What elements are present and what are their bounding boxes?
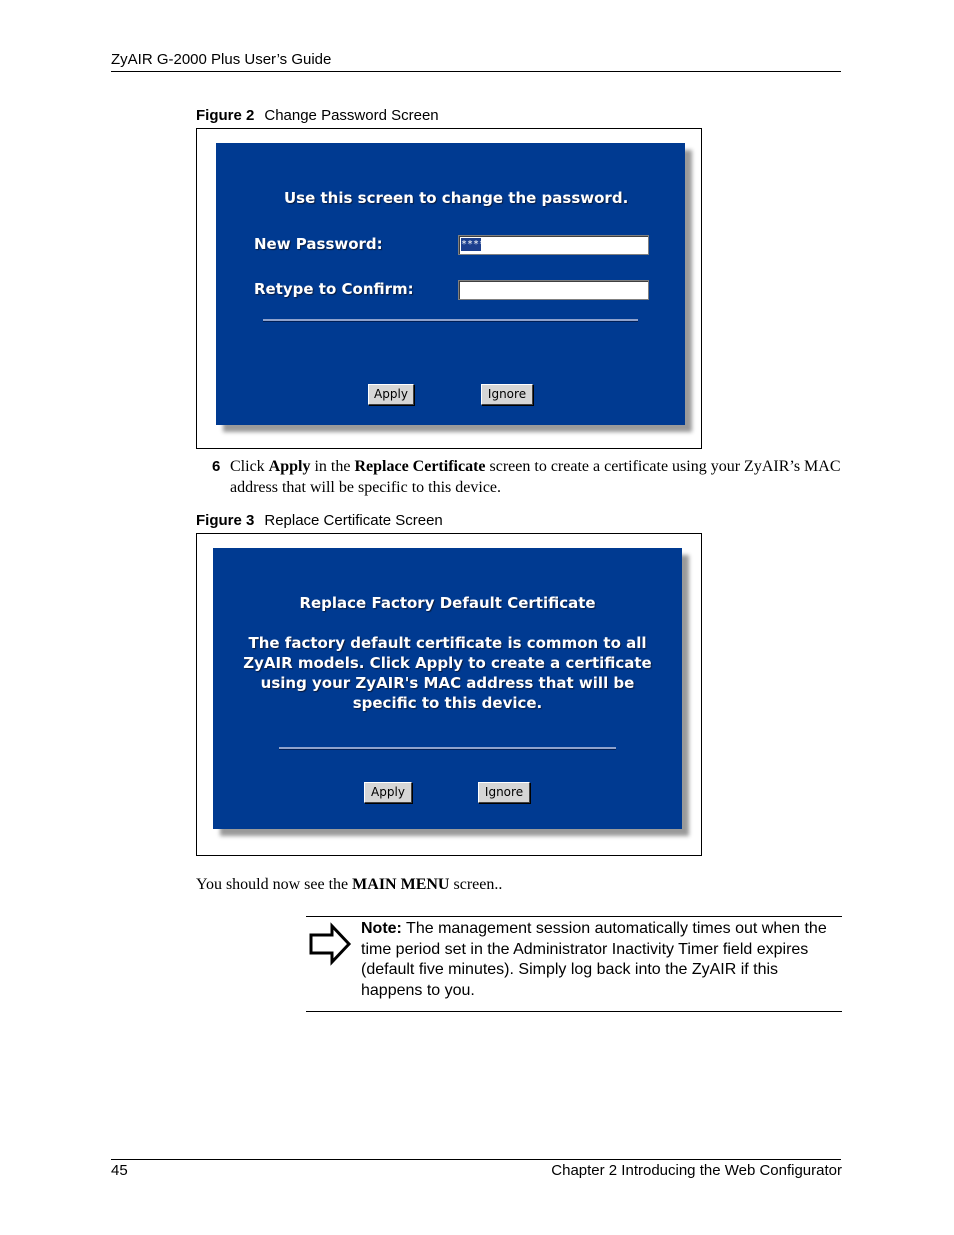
step-number: 6 (212, 458, 221, 475)
running-header: ZyAIR G-2000 Plus User’s Guide (111, 51, 332, 68)
replace-certificate-heading: Replace Factory Default Certificate (299, 594, 596, 612)
ignore-button[interactable]: Ignore (481, 384, 533, 405)
figure3-caption-label: Figure 3 (196, 512, 255, 529)
certificate-divider (279, 747, 616, 750)
figure2-frame (196, 128, 702, 449)
apply-button[interactable]: Apply (364, 782, 412, 803)
note-top-rule (306, 916, 842, 917)
figure2-caption (196, 107, 439, 124)
main-menu-emphasis: MAIN MENU (352, 876, 450, 893)
figure3-caption-text: Replace Certificate Screen (264, 512, 443, 529)
main-menu-text: You should now see the MAIN MENU screen.. (196, 876, 503, 893)
new-password-input[interactable] (458, 235, 649, 255)
ignore-button[interactable]: Ignore (478, 782, 530, 803)
figure3-frame (196, 533, 702, 856)
figure2-caption-text: Change Password Screen (264, 107, 439, 124)
new-password-label: New Password: (254, 235, 383, 253)
retype-confirm-label: Retype to Confirm: (254, 280, 414, 298)
page-number: 45 (111, 1162, 128, 1179)
replace-certificate-panel (213, 548, 682, 829)
change-password-panel (216, 143, 685, 425)
note-label: Note: (361, 920, 402, 937)
form-divider (263, 319, 638, 322)
change-password-heading: Use this screen to change the password. (284, 189, 629, 207)
note-arrow-icon (306, 922, 354, 966)
header-rule (111, 71, 841, 72)
new-password-masked-value: **** (461, 239, 486, 250)
figure3-caption (196, 512, 443, 529)
footer-rule (111, 1159, 841, 1160)
apply-emphasis: Apply (268, 458, 311, 475)
figure2-caption-label: Figure 2 (196, 107, 255, 124)
retype-confirm-input[interactable] (458, 280, 649, 300)
step-6-text: Click Apply in the Replace Certificate screen to create a certificate using your ZyAIR’s MAC address that will be specific to this device. (230, 458, 841, 496)
note-bottom-rule (306, 1011, 842, 1012)
replace-certificate-emphasis: Replace Certificate (354, 458, 486, 475)
note-text: Note: The management session automatically times out when the time period set in the Administrator Inactivity Timer field expires (default five minutes). Simply log back into the ZyAIR if this happens to you. (361, 920, 827, 999)
replace-certificate-description: The factory default certificate is common to all ZyAIR models. Click Apply to create a certificate using your ZyAIR's MAC address that will be specific to this device. (243, 634, 652, 712)
chapter-title: Chapter 2 Introducing the Web Configurator (551, 1162, 842, 1179)
apply-button[interactable]: Apply (368, 384, 414, 405)
